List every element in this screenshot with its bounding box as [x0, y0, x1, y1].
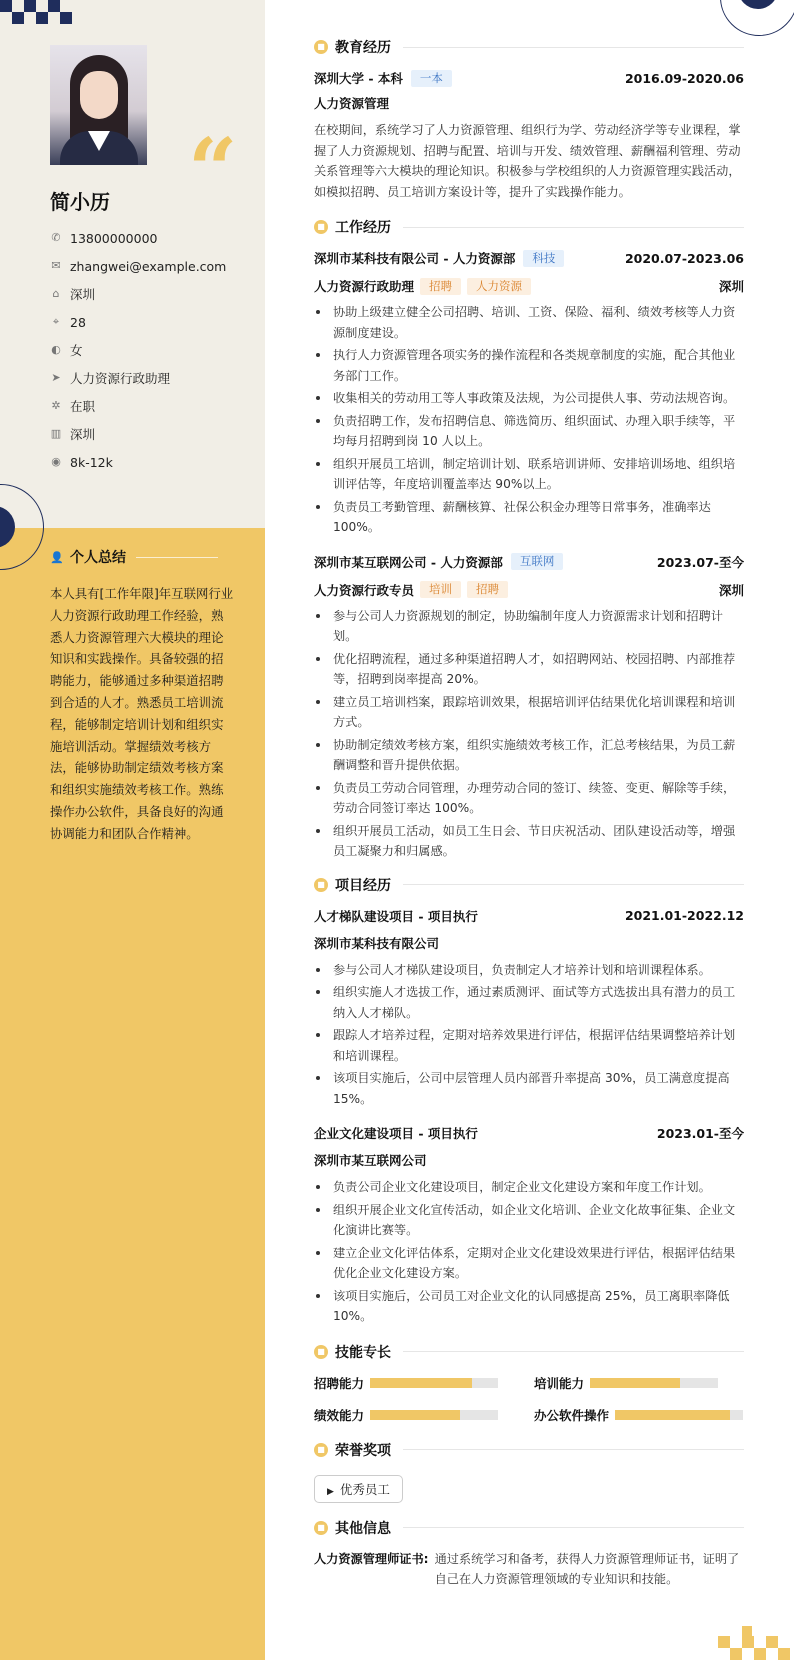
list-item: 建立企业文化评估体系，定期对企业文化建设效果进行评估，根据评估结果优化企业文化建设方案。	[314, 1243, 744, 1284]
send-icon: ➤	[51, 371, 61, 384]
summary-title-text: 个人总结	[70, 550, 126, 566]
skill-bar-fill	[370, 1378, 472, 1388]
info-value: 28	[70, 314, 86, 330]
list-item: 收集相关的劳动用工等人事政策及法规，为公司提供人事、劳动法规咨询。	[314, 388, 744, 409]
quote-icon: “	[188, 120, 238, 221]
city-icon: ▥	[50, 427, 62, 440]
list-item: 负责招聘工作，发布招聘信息、筛选简历、组织面试、办理入职手续等，平均每月招聘到岗 10 人以上。	[314, 411, 744, 452]
info-icon: ■	[314, 1521, 328, 1535]
job-role: 人力资源行政助理	[314, 279, 415, 294]
job-date: 2020.07-2023.06	[624, 250, 744, 266]
info-value: 深圳	[70, 427, 96, 442]
info-value: zhangwei@example.com	[70, 258, 227, 274]
skill-tag: 人力资源	[467, 278, 531, 295]
job-header	[314, 552, 744, 572]
home-icon: ⌂	[52, 287, 60, 300]
graduation-icon: ■	[314, 40, 328, 54]
list-item: 跟踪人才培养过程，定期对培养效果进行评估，根据评估结果调整培养计划和培训课程。	[314, 1025, 744, 1066]
industry-tag: 科技	[523, 250, 564, 267]
award-name: 优秀员工	[339, 1481, 390, 1497]
skill-tag: 招聘	[420, 278, 461, 295]
salary-icon: ◉	[51, 455, 61, 468]
info-value: 在职	[70, 399, 96, 414]
profile-panel	[0, 0, 265, 528]
skill-item	[314, 1373, 534, 1393]
skill-bar	[370, 1410, 498, 1420]
info-row	[50, 224, 260, 252]
user-icon: 👤	[50, 551, 64, 564]
major: 人力资源管理	[314, 96, 390, 111]
project-header	[314, 906, 744, 926]
skill-name: 办公软件操作	[534, 1407, 610, 1423]
summary-title	[50, 547, 218, 567]
skills-title: ■ 技能专长	[314, 1341, 744, 1363]
award-badge	[314, 1475, 403, 1503]
company-name: 深圳市某互联网公司 - 人力资源部	[314, 554, 503, 570]
list-item: 建立员工培训档案，跟踪培训效果，根据培训评估结果优化培训课程和培训方式。	[314, 692, 744, 733]
education-title: ■ 教育经历	[314, 36, 744, 58]
project-entry	[314, 906, 744, 1110]
thumb-icon: ■	[314, 1345, 328, 1359]
list-item: 优化招聘流程，通过多种渠道招聘人才，如招聘网站、校园招聘、内部推荐等，招聘到岗率提高 20%。	[314, 649, 744, 690]
gender-icon: ◐	[51, 343, 61, 356]
job-date: 2023.07-至今	[656, 554, 744, 570]
honors-section	[314, 1439, 744, 1503]
info-row	[50, 252, 260, 280]
company-name: 深圳市某科技有限公司 - 人力资源部	[314, 251, 516, 266]
profile-photo	[50, 45, 147, 165]
age-icon: ⌖	[52, 315, 60, 328]
skill-bar-fill	[615, 1410, 730, 1420]
other-title: ■ 其他信息	[314, 1517, 744, 1539]
project-header	[314, 1123, 744, 1143]
skill-tag: 培训	[420, 581, 461, 598]
briefcase-icon: ■	[314, 220, 328, 234]
list-item: 执行人力资源管理各项实务的操作流程和各类规章制度的实施，配合其他业务部门工作。	[314, 345, 744, 386]
list-item: 负责公司企业文化建设项目，制定企业文化建设方案和年度工作计划。	[314, 1177, 744, 1198]
info-value: 13800000000	[70, 230, 158, 246]
list-item: 组织开展员工活动，如员工生日会、节日庆祝活动、团队建设活动等，增强员工凝聚力和归属感。	[314, 821, 744, 862]
industry-tag: 互联网	[511, 553, 564, 570]
work-title: ■ 工作经历	[314, 216, 744, 238]
job-role-row	[314, 276, 744, 296]
skill-name: 绩效能力	[314, 1407, 365, 1423]
project-name: 企业文化建设项目 - 项目执行	[314, 1126, 478, 1141]
sidebar	[0, 0, 265, 1660]
checker-decoration	[0, 0, 76, 24]
circle-decoration-top-right	[720, 0, 794, 36]
list-item: 组织开展企业文化宣传活动，如企业文化培训、企业文化故事征集、企业文化演讲比赛等。	[314, 1200, 744, 1241]
project-name: 人才梯队建设项目 - 项目执行	[314, 908, 478, 924]
info-row	[50, 308, 260, 336]
skill-bar	[590, 1378, 718, 1388]
play-icon: ▶	[327, 1486, 334, 1497]
school-tag: 一本	[411, 70, 452, 87]
skill-bar	[615, 1410, 743, 1420]
skill-bar-fill	[590, 1378, 680, 1388]
summary-text: 本人具有[工作年限]年互联网行业人力资源行政助理工作经验，熟悉人力资源管理六大模块的理论知识和实践操作。具备较强的招聘能力，能够通过多种渠道招聘到合适的人才。熟悉员工培训流程，能够制定培训计划和组织实施培训活动。掌握绩效考核方法，能够协助制定绩效考核方案和组织实施绩效考核工作。熟练操作办公软件，具备良好的沟通协调能力和团队合作精神。	[50, 586, 234, 841]
list-item: 参与公司人力资源规划的制定，协助编制年度人力资源需求计划和招聘计划。	[314, 606, 744, 647]
job-header	[314, 248, 744, 268]
phone-icon: ✆	[51, 231, 61, 244]
info-row	[50, 448, 260, 476]
education-section	[314, 36, 744, 202]
contact-info-list	[50, 224, 260, 476]
grid-icon: ■	[314, 878, 328, 892]
project-entry	[314, 1123, 744, 1327]
project-bullets	[314, 1177, 744, 1327]
other-info-value: 通过系统学习和备考，获得人力资源管理师证书，证明了自己在人力资源管理领域的专业知识和技能。	[434, 1551, 740, 1586]
skill-tag: 招聘	[467, 581, 508, 598]
mail-icon: ✉	[51, 259, 61, 272]
list-item: 协助制定绩效考核方案，组织实施绩效考核工作，汇总考核结果，为员工薪酬调整和晋升提供依据。	[314, 735, 744, 776]
main-content	[314, 36, 744, 1590]
list-item: 参与公司人才梯队建设项目，负责制定人才培养计划和培训课程体系。	[314, 960, 744, 981]
work-section	[314, 216, 744, 862]
project-title: ■ 项目经历	[314, 874, 744, 896]
list-item: 组织开展员工培训，制定培训计划、联系培训讲师、安排培训场地、组织培训评估等，年度培训覆盖率达 90%以上。	[314, 454, 744, 495]
skill-bar	[370, 1378, 498, 1388]
info-row	[50, 420, 260, 448]
project-company: 深圳市某科技有限公司	[314, 935, 440, 951]
info-value: 8k-12k	[70, 454, 113, 470]
education-date: 2016.09-2020.06	[624, 70, 744, 86]
list-item: 组织实施人才选拔工作，通过素质测评、面试等方式选拔出具有潜力的员工纳入人才梯队。	[314, 982, 744, 1023]
job-bullets	[314, 302, 744, 538]
other-info	[314, 1549, 744, 1590]
info-row	[50, 336, 260, 364]
info-row	[50, 392, 260, 420]
skill-name: 培训能力	[534, 1375, 585, 1391]
job-entry	[314, 248, 744, 538]
list-item: 负责员工考勤管理、薪酬核算、社保公积金办理等日常事务，准确率达 100%。	[314, 497, 744, 538]
skills-section	[314, 1341, 744, 1425]
school-name: 深圳大学 - 本科	[314, 71, 403, 86]
job-role-row	[314, 580, 744, 600]
status-icon: ✲	[51, 399, 61, 412]
education-desc: 在校期间，系统学习了人力资源管理、组织行为学、劳动经济学等专业课程，掌握了人力资源规划、招聘与配置、培训与开发、绩效管理、薪酬福利管理、劳动关系管理等六大模块的理论知识。积极参与学校组织的人力资源管理实践活动，如模拟招聘、员工培训方案设计等，提升了实践操作能力。	[314, 123, 741, 199]
checker-decoration-bottom	[718, 1626, 794, 1660]
info-row	[50, 280, 260, 308]
job-bullets	[314, 606, 744, 862]
skill-bar-fill	[370, 1410, 460, 1420]
skill-name: 招聘能力	[314, 1375, 365, 1391]
list-item: 负责员工劳动合同管理，办理劳动合同的签订、续签、变更、解除等手续，劳动合同签订率达 100%。	[314, 778, 744, 819]
info-value: 深圳	[70, 287, 96, 302]
skill-item	[534, 1405, 744, 1425]
other-section	[314, 1517, 744, 1590]
project-date: 2023.01-至今	[656, 1126, 744, 1141]
award-icon: ■	[314, 1443, 328, 1457]
info-row	[50, 364, 260, 392]
project-bullets	[314, 960, 744, 1110]
job-city: 深圳	[718, 279, 744, 294]
project-section	[314, 874, 744, 1327]
resume-heading: 简小历	[50, 190, 110, 214]
honors-title: ■ 荣誉奖项	[314, 1439, 744, 1461]
skill-item	[314, 1405, 534, 1425]
job-role: 人力资源行政专员	[314, 582, 415, 598]
info-value: 人力资源行政助理	[70, 371, 171, 386]
list-item: 该项目实施后，公司中层管理人员内部晋升率提高 30%，员工满意度提高 15%。	[314, 1068, 744, 1109]
project-date: 2021.01-2022.12	[624, 908, 744, 923]
job-city: 深圳	[718, 582, 744, 598]
list-item: 协助上级建立健全公司招聘、培训、工资、保险、福利、绩效考核等人力资源制度建设。	[314, 302, 744, 343]
education-header	[314, 68, 744, 88]
info-value: 女	[70, 343, 83, 358]
other-info-key: 人力资源管理师证书:	[314, 1551, 429, 1566]
project-company: 深圳市某互联网公司	[314, 1153, 427, 1168]
job-entry	[314, 552, 744, 862]
list-item: 该项目实施后，公司员工对企业文化的认同感提高 25%，员工离职率降低 10%。	[314, 1286, 744, 1327]
skill-item	[534, 1373, 744, 1393]
